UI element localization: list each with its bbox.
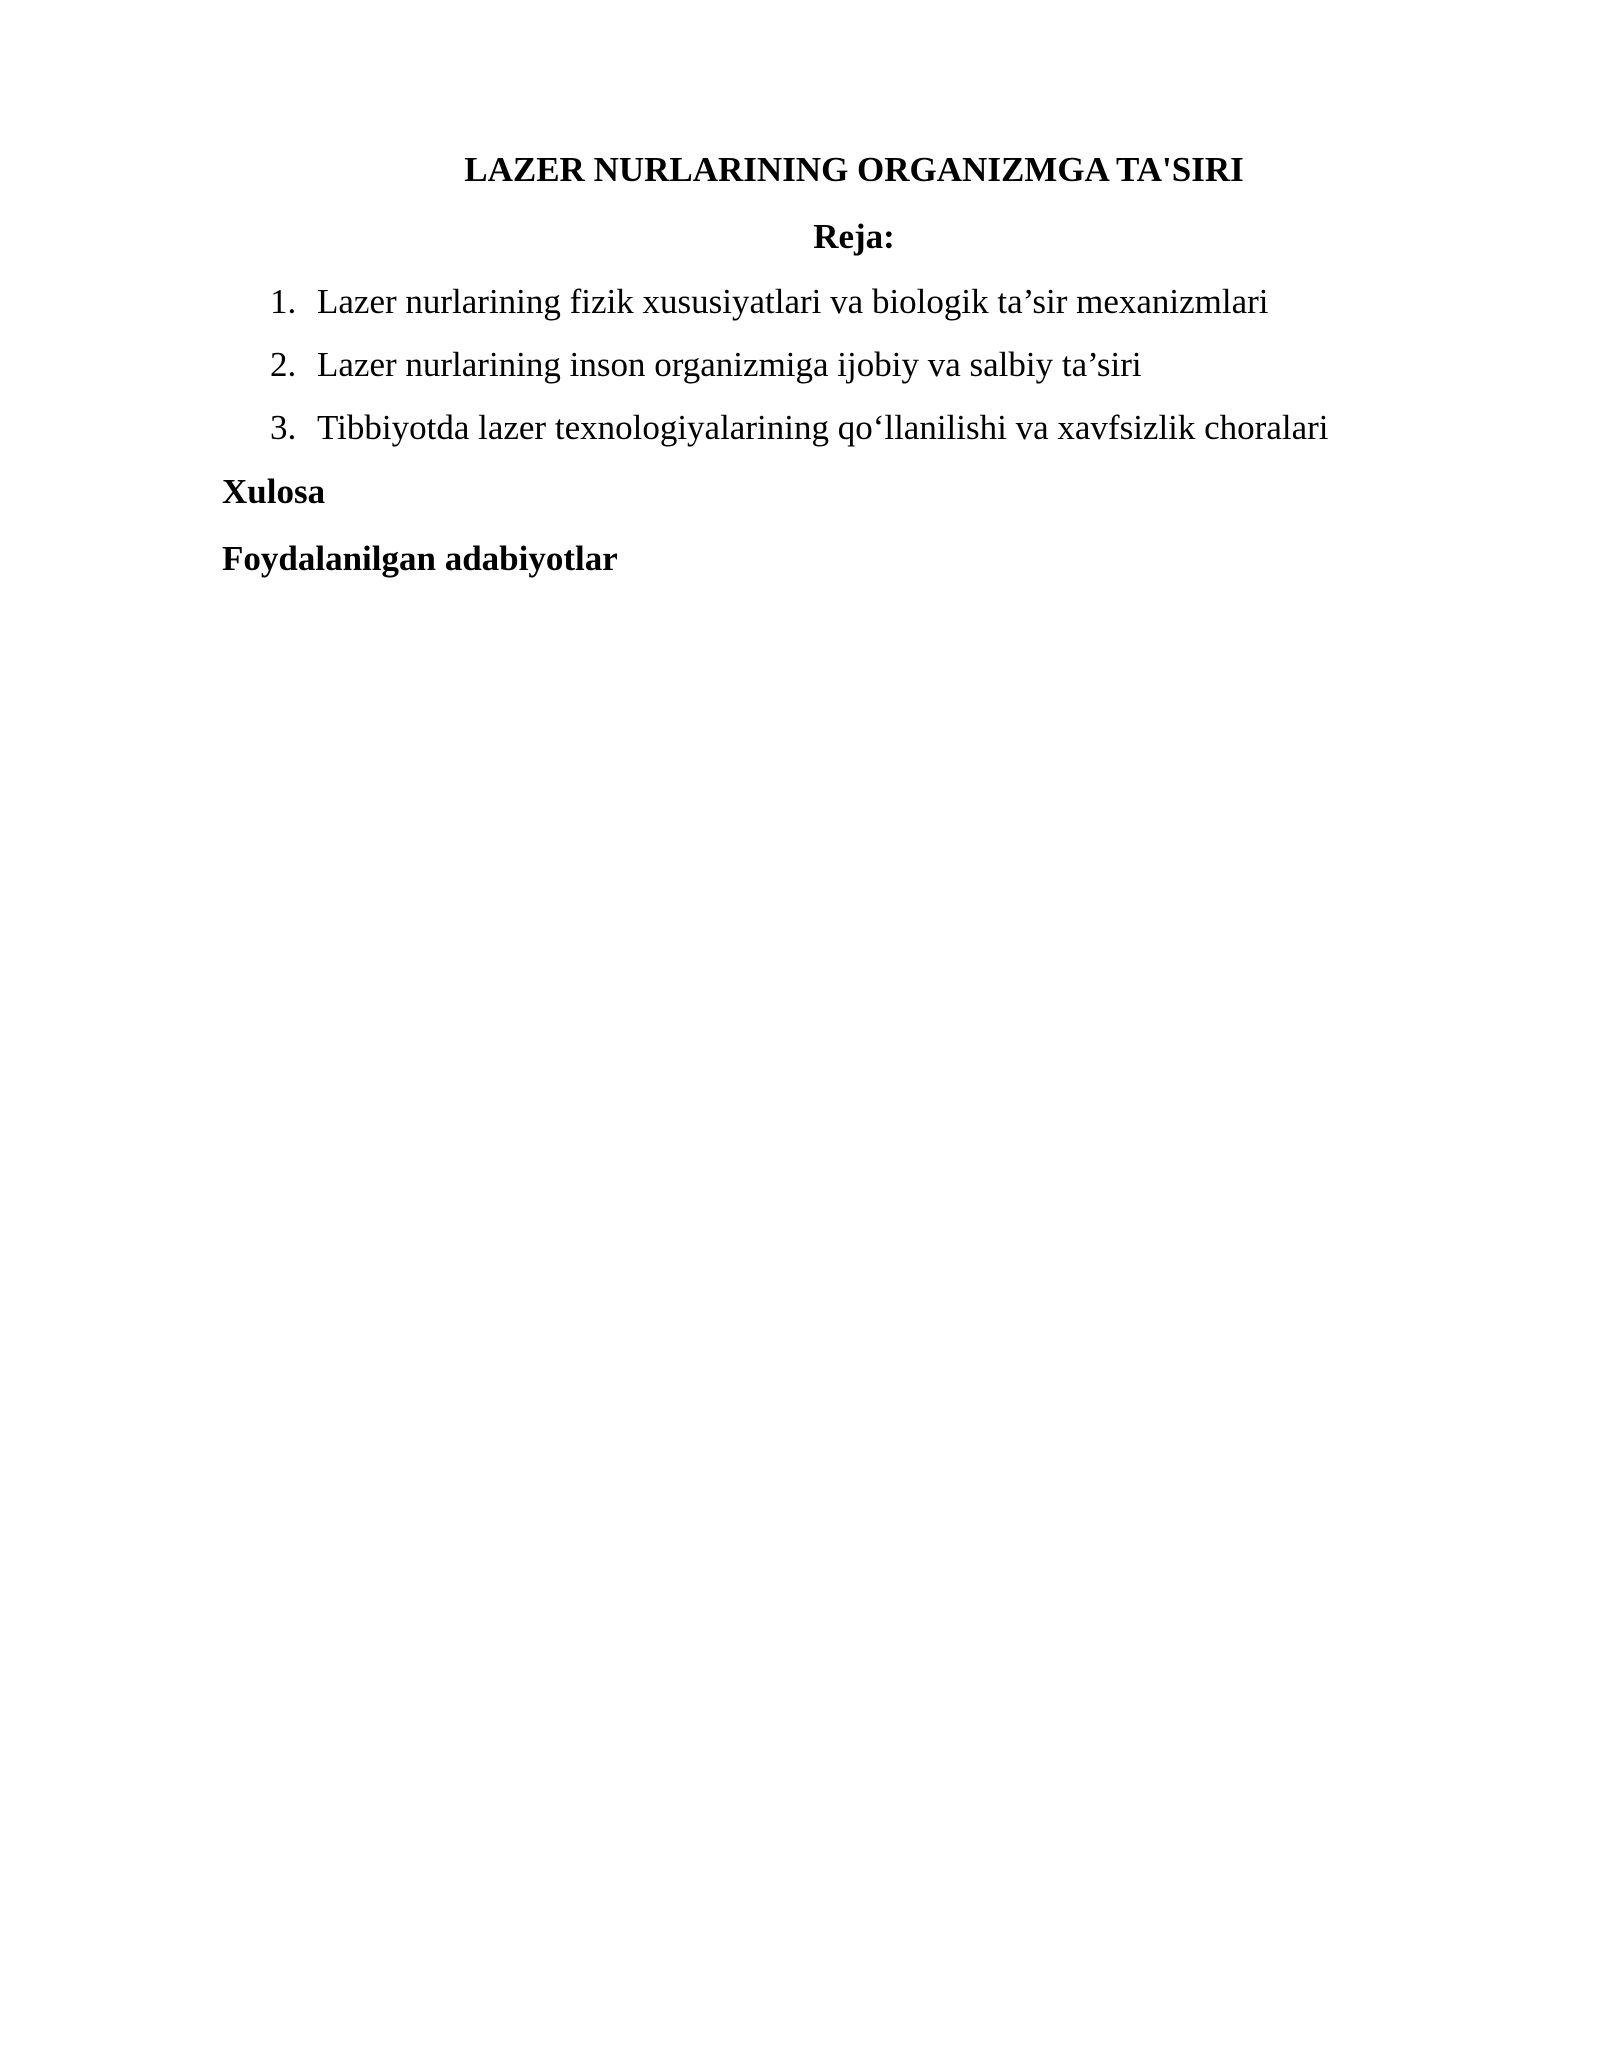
plan-heading: Reja:: [813, 217, 895, 256]
document-title: LAZER NURLARINING ORGANIZMGA TA'SIRI: [464, 150, 1244, 189]
plan-item-text: Lazer nurlarining fizik xususiyatlari va biologik ta’sir mexanizmlari: [317, 282, 1269, 321]
plan-item-number: 3.: [270, 408, 297, 447]
plan-item-number: 1.: [270, 282, 297, 321]
references-heading: Foydalanilgan adabiyotlar: [222, 539, 618, 578]
plan-item-number: 2.: [270, 345, 297, 384]
conclusion-heading: Xulosa: [222, 472, 326, 511]
plan-item-text: Lazer nurlarining inson organizmiga ijobiy va salbiy ta’siri: [317, 345, 1142, 384]
plan-item-text: Tibbiyotda lazer texnologiyalarining qo‘llanilishi va xavfsizlik choralari: [317, 408, 1329, 447]
